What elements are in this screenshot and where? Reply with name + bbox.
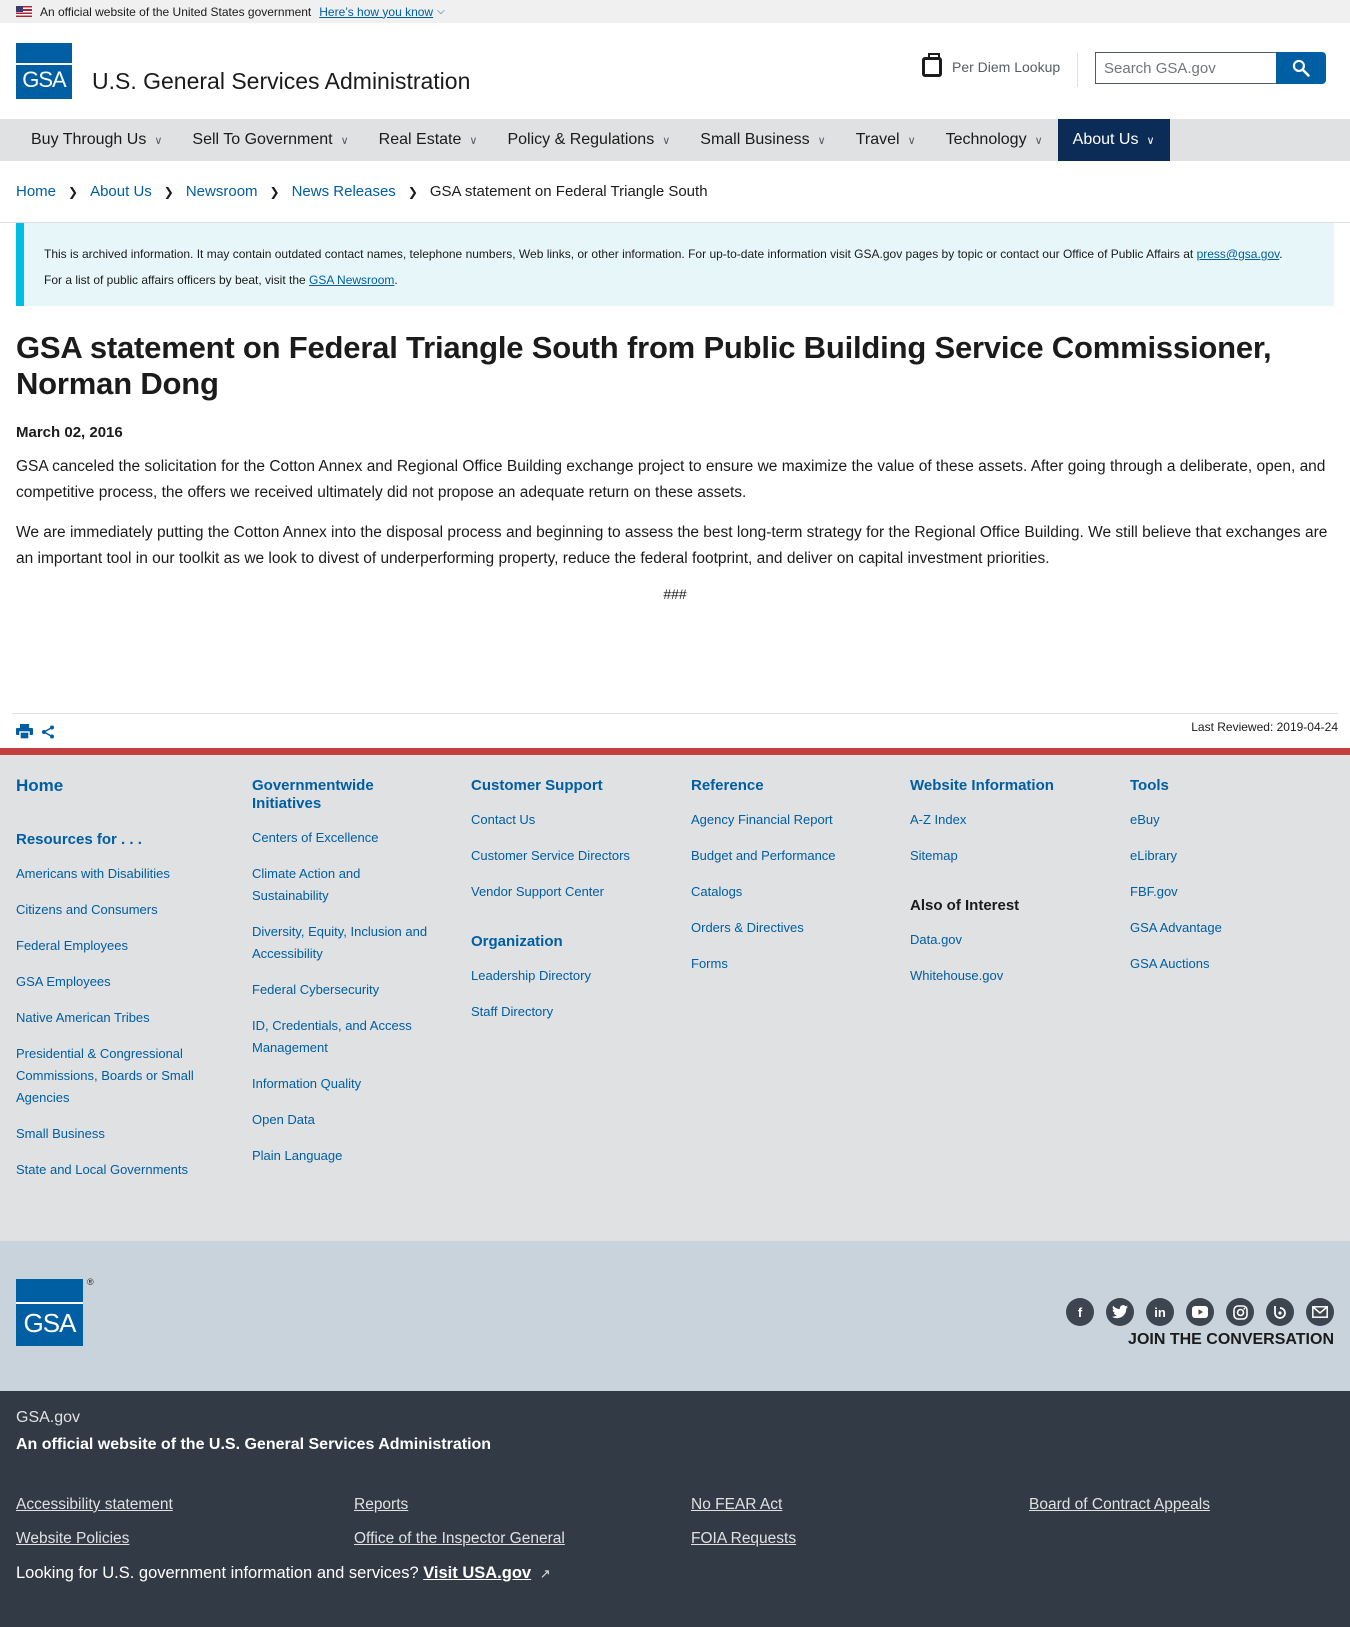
youtube-icon[interactable] bbox=[1186, 1298, 1214, 1326]
search-input[interactable] bbox=[1095, 52, 1276, 84]
twitter-icon[interactable] bbox=[1106, 1298, 1134, 1326]
breadcrumb-about-us[interactable]: About Us bbox=[90, 183, 152, 200]
footer-link[interactable]: Climate Action and Sustainability bbox=[252, 866, 361, 903]
notice-line-2: For a list of public affairs officers by beat, visit the GSA Newsroom. bbox=[44, 273, 398, 287]
breadcrumb-newsroom[interactable]: Newsroom bbox=[185, 183, 258, 200]
board-contract-appeals-link[interactable]: Board of Contract Appeals bbox=[1029, 1496, 1210, 1513]
chevron-right-icon: ❯ bbox=[407, 184, 418, 199]
foia-requests-link[interactable]: FOIA Requests bbox=[691, 1530, 797, 1547]
breadcrumb-current: GSA statement on Federal Triangle South bbox=[429, 183, 708, 200]
press-email-link[interactable]: press@gsa.gov bbox=[1196, 247, 1280, 261]
reports-link[interactable]: Reports bbox=[354, 1496, 409, 1513]
footer-bottom bbox=[0, 1391, 1350, 1627]
site-title[interactable]: U.S. General Services Administration bbox=[92, 68, 471, 94]
footer-link[interactable]: FBF.gov bbox=[1130, 884, 1178, 899]
article bbox=[0, 330, 1350, 602]
last-reviewed: Last Reviewed: 2019-04-24 bbox=[1191, 720, 1338, 734]
footer-col-tools bbox=[1130, 777, 1330, 975]
article-paragraph-1: GSA canceled the solicitation for the Cotton Annex and Regional Office Building exchange project to ensure we maximize the value of these assets. After going through a deliberate, open, and competitive process, the offers we received ultimately did not propose an adequate return on these assets. bbox=[16, 458, 1326, 501]
nav-travel[interactable]: Travel ∨ bbox=[855, 131, 916, 148]
nav-technology[interactable]: Technology ∨ bbox=[945, 131, 1043, 148]
header-divider bbox=[1077, 53, 1078, 87]
footer-col-website-info bbox=[910, 777, 1110, 987]
per-diem-label: Per Diem Lookup bbox=[952, 59, 1061, 75]
search-icon bbox=[1291, 58, 1311, 78]
footer-col-governmentwide bbox=[252, 777, 442, 1167]
nav-policy-regulations[interactable]: Policy & Regulations ∨ bbox=[507, 131, 671, 148]
footer-site-name: GSA.gov bbox=[16, 1409, 81, 1426]
official-text: An official website of the United States government bbox=[40, 4, 312, 19]
chevron-down-icon: ∨ bbox=[1146, 134, 1155, 147]
footer-link[interactable]: Staff Directory bbox=[471, 1004, 554, 1019]
footer-col-reference bbox=[691, 777, 891, 975]
inspector-general-link[interactable]: Office of the Inspector General bbox=[354, 1530, 565, 1547]
print-icon[interactable] bbox=[16, 724, 33, 739]
nav-real-estate[interactable]: Real Estate ∨ bbox=[378, 131, 478, 148]
footer-identity bbox=[0, 1241, 1350, 1391]
footer-link[interactable]: State and Local Governments bbox=[16, 1162, 188, 1177]
blog-icon[interactable] bbox=[1266, 1298, 1294, 1326]
site-header bbox=[0, 23, 1350, 119]
footer-link[interactable]: Diversity, Equity, Inclusion and Accessibility bbox=[252, 924, 428, 961]
breadcrumb bbox=[0, 161, 1350, 223]
linkedin-icon[interactable]: in bbox=[1146, 1298, 1174, 1326]
footer-link[interactable]: Data.gov bbox=[910, 932, 963, 947]
gsa-footer-logo[interactable]: GSA bbox=[16, 1279, 83, 1346]
join-conversation: JOIN THE CONVERSATION bbox=[1128, 1331, 1334, 1348]
footer-link[interactable]: ID, Credentials, and Access Management bbox=[252, 1018, 412, 1055]
nav-about-us[interactable]: About Us ∨ bbox=[1058, 119, 1170, 161]
footer-tools-head[interactable]: Tools bbox=[1130, 777, 1169, 794]
footer-link[interactable]: Vendor Support Center bbox=[471, 884, 604, 899]
visit-usa-gov-link[interactable]: Visit USA.gov bbox=[423, 1564, 532, 1582]
no-fear-act-link[interactable]: No FEAR Act bbox=[691, 1496, 783, 1513]
chevron-right-icon: ❯ bbox=[163, 184, 174, 199]
chevron-down-icon: ∨ bbox=[469, 134, 478, 147]
gsa-newsroom-link[interactable]: GSA Newsroom bbox=[309, 273, 395, 287]
chevron-down-icon: ∨ bbox=[154, 134, 163, 147]
footer-link[interactable]: Citizens and Consumers bbox=[16, 902, 158, 917]
footer-home-link[interactable]: Home bbox=[16, 776, 64, 795]
footer-link[interactable]: Plain Language bbox=[252, 1148, 343, 1163]
accessibility-statement-link[interactable]: Accessibility statement bbox=[16, 1496, 173, 1513]
footer-resources-head[interactable]: Resources for . . . bbox=[16, 831, 142, 848]
footer-link[interactable]: Americans with Disabilities bbox=[16, 866, 170, 881]
footer-link[interactable]: Centers of Excellence bbox=[252, 830, 379, 845]
footer-link[interactable]: Leadership Directory bbox=[471, 968, 591, 983]
footer-gov-head[interactable]: Governmentwide Initiatives bbox=[252, 777, 374, 812]
share-icon[interactable] bbox=[41, 725, 55, 739]
page-title: GSA statement on Federal Triangle South from Public Building Service Commissioner, Norman Dong bbox=[16, 330, 1272, 401]
nav-small-business[interactable]: Small Business ∨ bbox=[700, 131, 826, 148]
chevron-right-icon: ❯ bbox=[68, 184, 79, 199]
footer-link[interactable]: Customer Service Directors bbox=[471, 848, 630, 863]
instagram-icon[interactable] bbox=[1226, 1298, 1254, 1326]
footer-link[interactable]: Native American Tribes bbox=[16, 1010, 150, 1025]
footer-link[interactable]: eBuy bbox=[1130, 812, 1160, 827]
breadcrumb-news-releases[interactable]: News Releases bbox=[291, 183, 396, 200]
footer-link[interactable]: Small Business bbox=[16, 1126, 105, 1141]
chevron-down-icon: ∨ bbox=[662, 134, 671, 147]
footer-cs-head[interactable]: Customer Support bbox=[471, 777, 603, 794]
footer-official-text: An official website of the U.S. General Services Administration bbox=[16, 1436, 492, 1453]
email-icon[interactable] bbox=[1306, 1298, 1334, 1326]
footer-link[interactable]: Information Quality bbox=[252, 1076, 362, 1091]
footer-link[interactable]: Presidential & Congressional Commissions, Boards or Small Agencies bbox=[16, 1046, 194, 1105]
footer-link[interactable]: GSA Employees bbox=[16, 974, 111, 989]
archive-notice bbox=[16, 223, 1334, 306]
footer-link[interactable]: Sitemap bbox=[910, 848, 958, 863]
footer-link[interactable]: GSA Auctions bbox=[1130, 956, 1210, 971]
gov-banner bbox=[0, 0, 1350, 23]
nav-buy-through-us[interactable]: Buy Through Us ∨ bbox=[31, 131, 163, 148]
footer-link[interactable]: Contact Us bbox=[471, 812, 536, 827]
footer-link[interactable]: Budget and Performance bbox=[691, 848, 836, 863]
main-nav bbox=[0, 119, 1350, 161]
footer-link[interactable]: Catalogs bbox=[691, 884, 743, 899]
search-button[interactable] bbox=[1276, 52, 1326, 84]
footer-link[interactable]: Agency Financial Report bbox=[691, 812, 833, 827]
nav-sell-to-government[interactable]: Sell To Government ∨ bbox=[192, 131, 349, 148]
us-flag-icon bbox=[16, 6, 32, 17]
chevron-down-icon: ∨ bbox=[817, 134, 826, 147]
facebook-icon[interactable]: f bbox=[1066, 1298, 1094, 1326]
notice-line-1: This is archived information. It may contain outdated contact names, telephone numbers, Web links, or other information. For up-to-date information visit GSA.gov pages by topic or contact our Office of Public Affairs at press@gsa.gov. bbox=[44, 247, 1283, 261]
chevron-down-icon: ∨ bbox=[340, 134, 349, 147]
footer-web-head[interactable]: Website Information bbox=[910, 777, 1054, 794]
footer-link[interactable]: Orders & Directives bbox=[691, 920, 804, 935]
luggage-icon bbox=[922, 57, 942, 77]
footer-accent-bar bbox=[0, 748, 1350, 755]
article-end-mark: ### bbox=[663, 586, 687, 602]
external-link-icon: ↗ bbox=[539, 1566, 551, 1581]
how-you-know-link[interactable]: Here’s how you know bbox=[319, 4, 434, 19]
footer-col-customer-support bbox=[471, 777, 671, 1023]
footer-link[interactable]: Open Data bbox=[252, 1112, 315, 1127]
footer-link[interactable]: Federal Cybersecurity bbox=[252, 982, 380, 997]
footer-link[interactable]: A-Z Index bbox=[910, 812, 967, 827]
website-policies-link[interactable]: Website Policies bbox=[16, 1530, 130, 1547]
article-date: March 02, 2016 bbox=[16, 424, 123, 441]
footer-links bbox=[0, 755, 1350, 1241]
search-form bbox=[1095, 52, 1326, 84]
footer-link[interactable]: Federal Employees bbox=[16, 938, 128, 953]
footer-link[interactable]: GSA Advantage bbox=[1130, 920, 1222, 935]
registered-mark: ® bbox=[87, 1277, 94, 1287]
chevron-right-icon: ❯ bbox=[269, 184, 280, 199]
article-paragraph-2: We are immediately putting the Cotton Annex into the disposal process and beginning to assess the best long-term strategy for the Regional Office Building. We still believe that exchanges are an important tool in our toolkit as we look to divest of underperforming property, reduce the federal footprint, and deliver on capital investment priorities. bbox=[16, 524, 1328, 567]
chevron-down-icon: ∨ bbox=[907, 134, 916, 147]
footer-org-head[interactable]: Organization bbox=[471, 933, 563, 950]
footer-link[interactable]: Forms bbox=[691, 956, 728, 971]
breadcrumb-home[interactable]: Home bbox=[16, 183, 57, 200]
gsa-logo[interactable]: GSA bbox=[16, 43, 72, 99]
chevron-down-icon: ∨ bbox=[1034, 134, 1043, 147]
usa-gov-prompt: Looking for U.S. government information and services? Visit USA.gov ↗ bbox=[16, 1564, 551, 1582]
footer-ref-head[interactable]: Reference bbox=[691, 777, 764, 794]
footer-link[interactable]: eLibrary bbox=[1130, 848, 1177, 863]
chevron-down-icon[interactable]: ⌵ bbox=[437, 6, 445, 17]
footer-also-head: Also of Interest bbox=[910, 897, 1020, 914]
social-links bbox=[1066, 1298, 1334, 1326]
footer-col-home bbox=[16, 777, 216, 1181]
per-diem-link[interactable] bbox=[922, 57, 1060, 77]
footer-link[interactable]: Whitehouse.gov bbox=[910, 968, 1004, 983]
page-tools bbox=[12, 713, 1338, 748]
